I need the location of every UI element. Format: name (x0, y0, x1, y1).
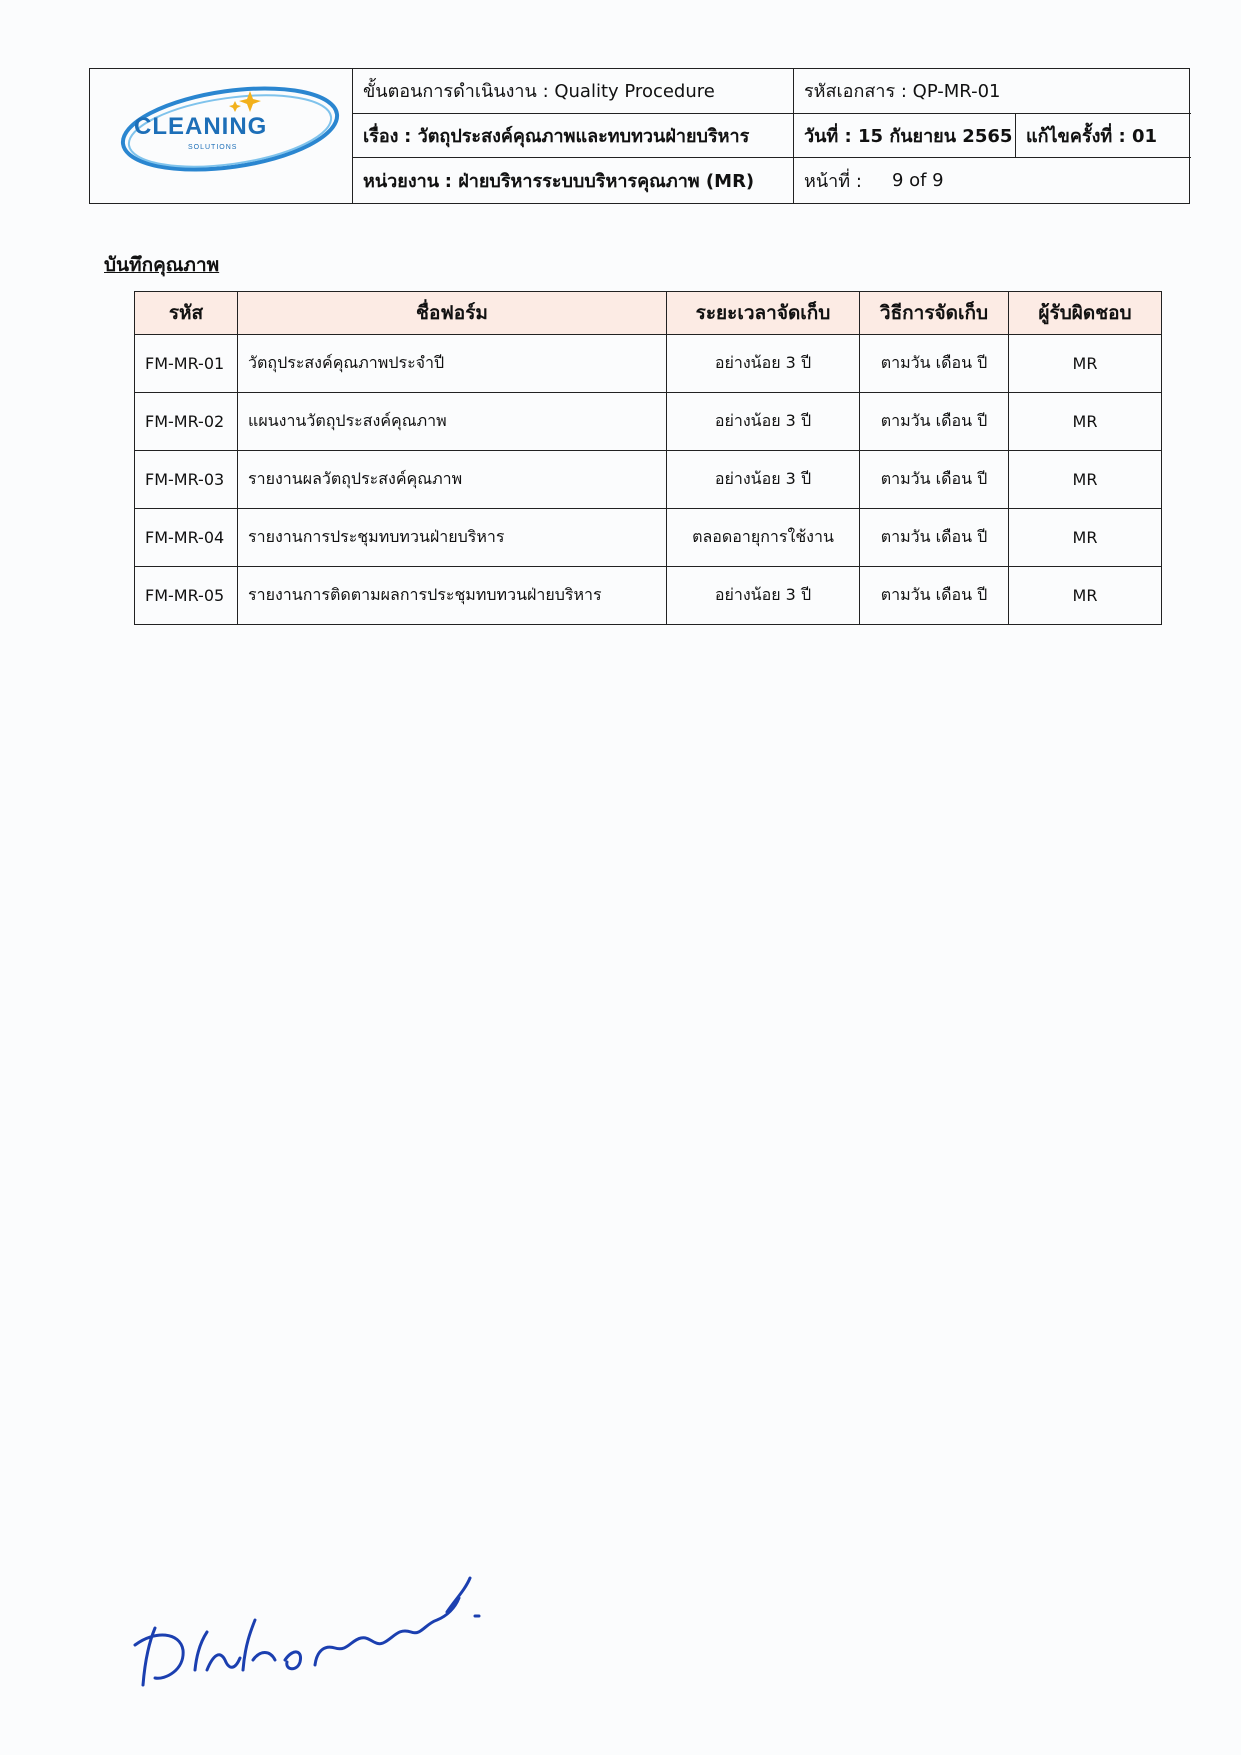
document-header (89, 68, 1190, 204)
unit-label: หน่วยงาน (363, 171, 440, 193)
col-owner-header: ผู้รับผิดชอบ (1009, 292, 1162, 335)
page-label: หน้าที่ : (804, 171, 862, 193)
page-value: 9 of 9 (891, 170, 944, 192)
row-code: FM-MR-03 (135, 451, 238, 509)
row-code: FM-MR-04 (135, 509, 238, 567)
row-method: ตามวัน เดือน ปี (860, 393, 1009, 451)
unit-value: : ฝ่ายบริหารระบบบริหารคุณภาพ (MR) (444, 171, 755, 193)
row-code: FM-MR-02 (135, 393, 238, 451)
col-form-name-header: ชื่อฟอร์ม (238, 292, 667, 335)
row-method: ตามวัน เดือน ปี (860, 509, 1009, 567)
subject-value: : วัตถุประสงค์คุณภาพและทบทวนฝ่ายบริหาร (404, 125, 750, 147)
row-code: FM-MR-05 (135, 567, 238, 625)
procedure-label: ขั้นตอนการดำเนินงาน : Quality Procedure (363, 81, 715, 103)
row-method: ตามวัน เดือน ปี (860, 335, 1009, 393)
table-row (135, 393, 1162, 451)
table-row (135, 509, 1162, 567)
row-retention: ตลอดอายุการใช้งาน (667, 509, 860, 567)
row-retention: อย่างน้อย 3 ปี (667, 335, 860, 393)
row-form-name: วัตถุประสงค์คุณภาพประจำปี (238, 335, 667, 393)
col-method-header: วิธีการจัดเก็บ (860, 292, 1009, 335)
table-header-row (135, 292, 1162, 335)
row-form-name: รายงานผลวัตถุประสงค์คุณภาพ (238, 451, 667, 509)
row-method: ตามวัน เดือน ปี (860, 451, 1009, 509)
row-owner: MR (1009, 393, 1162, 451)
row-owner: MR (1009, 451, 1162, 509)
row-owner: MR (1009, 567, 1162, 625)
doc-code-label: รหัสเอกสาร : QP-MR-01 (804, 81, 1001, 103)
col-code-header: รหัส (135, 292, 238, 335)
row-form-name: รายงานการประชุมทบทวนฝ่ายบริหาร (238, 509, 667, 567)
table-row (135, 335, 1162, 393)
row-form-name: รายงานการติดตามผลการประชุมทบทวนฝ่ายบริหาร (238, 567, 667, 625)
quality-records-table (134, 291, 1162, 625)
handwritten-signature (125, 1520, 505, 1700)
date-label: วันที่ : 15 กันยายน 2565 (794, 114, 1016, 158)
subject-label: เรื่อง (363, 125, 399, 147)
row-code: FM-MR-01 (135, 335, 238, 393)
logo-wordmark: CLEANING (134, 113, 268, 140)
section-title: บันทึกคุณภาพ (104, 254, 220, 276)
date-revision-cell (794, 114, 1191, 159)
row-owner: MR (1009, 509, 1162, 567)
row-form-name: แผนงานวัตถุประสงค์คุณภาพ (238, 393, 667, 451)
revision-label: แก้ไขครั้งที่ : 01 (1026, 125, 1158, 147)
table-row (135, 567, 1162, 625)
table-row (135, 451, 1162, 509)
procedure-cell (353, 69, 794, 114)
row-owner: MR (1009, 335, 1162, 393)
unit-cell (353, 158, 794, 203)
row-retention: อย่างน้อย 3 ปี (667, 393, 860, 451)
row-retention: อย่างน้อย 3 ปี (667, 451, 860, 509)
company-logo (90, 69, 353, 203)
row-method: ตามวัน เดือน ปี (860, 567, 1009, 625)
subject-cell (353, 114, 794, 159)
doc-code-cell (794, 69, 1191, 114)
col-retention-header: ระยะเวลาจัดเก็บ (667, 292, 860, 335)
page-cell (794, 158, 1191, 203)
logo-subtext: SOLUTIONS (188, 144, 238, 151)
row-retention: อย่างน้อย 3 ปี (667, 567, 860, 625)
